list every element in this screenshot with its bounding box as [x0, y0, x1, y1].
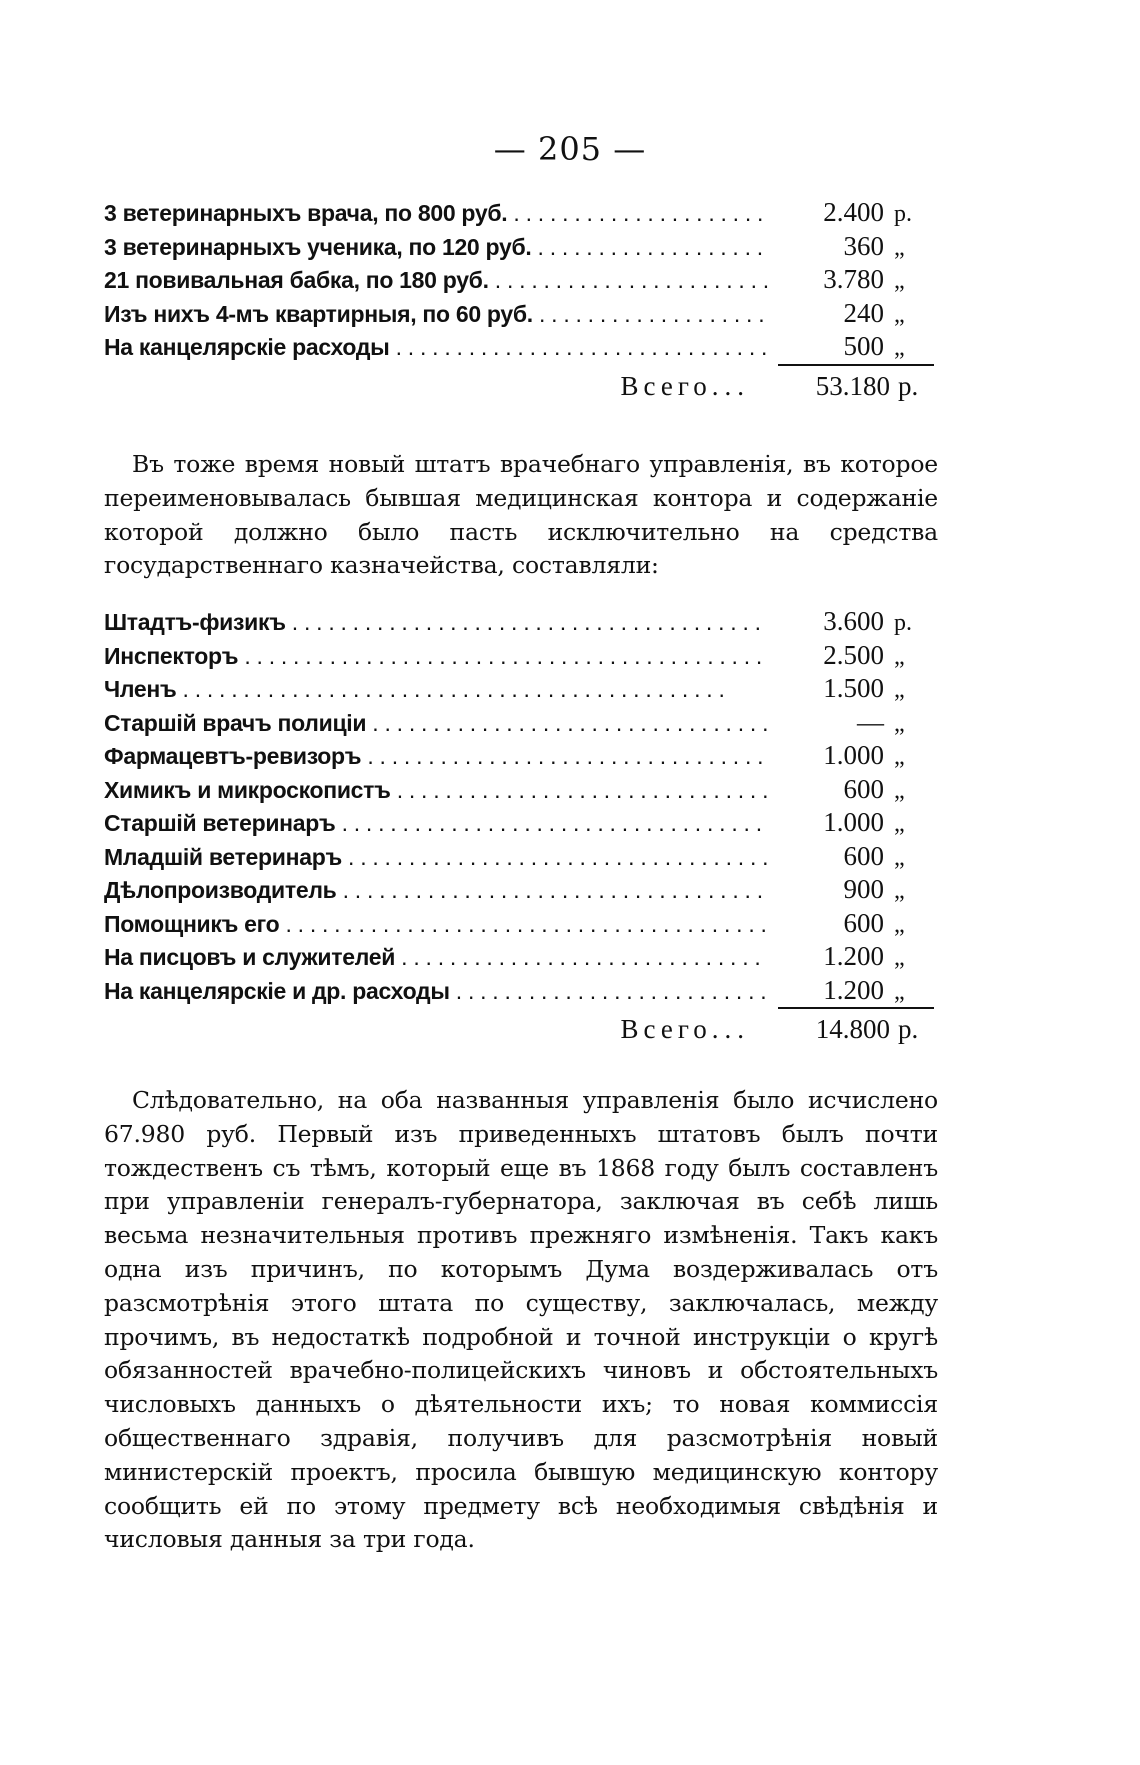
- row-label: Изъ нихъ 4-мъ квартирныя, по 60 руб. . . .: [104, 298, 768, 331]
- row-amount: 900: [843, 874, 884, 904]
- row-unit: „: [894, 643, 905, 670]
- row-amount: 600: [843, 840, 884, 871]
- row-label: 21 повивальная бабка, по 180 руб. . . .: [104, 264, 768, 297]
- table-row: [104, 672, 934, 706]
- total-label-group: [104, 366, 770, 406]
- row-unit: „: [894, 777, 905, 804]
- total-row: [104, 366, 934, 406]
- table-row: [104, 297, 934, 331]
- row-amount: 3.780: [823, 264, 884, 294]
- row-label: Членъ . . .: [104, 673, 768, 706]
- total-dots: ...: [711, 370, 750, 401]
- row-unit: „: [894, 744, 905, 770]
- table-row: [104, 974, 934, 1008]
- row-label: Младшій ветеринаръ . . .: [104, 841, 768, 874]
- paragraph-conclusion: Слѣдовательно, на оба названныя управленія было исчислено 67.980 руб. Первый изъ приведенныхъ штатовъ былъ почти тождественъ съ тѣмъ, который еще въ 1868 году былъ составленъ при управленіи генералъ-губернатора, заключая въ себѣ лишь весьма незначительныя противъ прежняго измѣненія. Такъ какъ одна изъ причинъ, по которымъ Дума воздерживалась отъ разсмотрѣнія этого штата по существу, заключалась, между прочимъ, въ недостаткѣ подробной и точной инструкціи о кругѣ обязанностей врачебно-полицейскихъ чиновъ и обстоятельныхъ числовыхъ данныхъ о дѣятельности ихъ; то новая коммиссія общественнаго здравія, получивъ для разсмотрѣнія новый министерскій проектъ, просила бывшую медицинскую контору сообщить ей по этому предмету всѣ необходимыя свѣдѣнія и числовыя данныя за три года.: [104, 1086, 938, 1554]
- table-row: [104, 230, 934, 264]
- table-row: [104, 706, 934, 740]
- total-label: Всего: [620, 1014, 712, 1044]
- row-amount: 2.500: [823, 639, 884, 670]
- row-amount: 360: [843, 230, 884, 261]
- table-row: [104, 840, 934, 874]
- table-row: [104, 330, 934, 364]
- row-amount: 2.400: [823, 197, 884, 227]
- table-row: [104, 605, 934, 639]
- row-unit: „: [894, 978, 905, 1005]
- row-unit: „: [894, 335, 905, 361]
- row-unit: „: [894, 677, 905, 703]
- row-label: Старшій ветеринаръ . . .: [104, 807, 768, 840]
- row-label: Штадтъ-физикъ . . .: [104, 606, 768, 639]
- table-row: [104, 263, 934, 297]
- row-amount: 240: [843, 297, 884, 328]
- row-label: Инспекторъ . . .: [104, 640, 768, 673]
- total-label-group: [104, 1009, 770, 1049]
- row-label: Дѣлопроизводитель . . .: [104, 874, 768, 907]
- row-label: Химикъ и микроскопистъ . . .: [104, 774, 768, 807]
- row-unit: „: [894, 844, 905, 871]
- table-row: [104, 907, 934, 941]
- row-unit: „: [894, 301, 905, 328]
- row-label: 3 ветеринарныхъ ученика, по 120 руб. . . .: [104, 231, 768, 264]
- page-number: — 205 —: [493, 130, 647, 168]
- row-amount: 500: [843, 331, 884, 361]
- row-unit: „: [894, 710, 905, 737]
- row-unit: „: [894, 234, 905, 261]
- table-row: [104, 773, 934, 807]
- total-label: Всего: [620, 370, 712, 401]
- row-unit: „: [894, 811, 905, 837]
- total-unit: р.: [898, 1014, 919, 1044]
- row-amount: 3.600: [823, 606, 884, 636]
- row-amount: —: [857, 706, 884, 737]
- row-amount: 1.200: [823, 974, 884, 1005]
- table-row: [104, 873, 934, 907]
- row-label: Помощникъ его . . .: [104, 908, 768, 941]
- row-amount: 1.200: [823, 941, 884, 971]
- row-unit: р.: [894, 610, 912, 636]
- row-label: На писцовъ и служителей . . .: [104, 941, 768, 974]
- table-row: [104, 196, 934, 230]
- row-amount: 1.000: [823, 740, 884, 770]
- row-amount: 1.000: [823, 807, 884, 837]
- row-label: 3 ветеринарныхъ врача, по 800 руб. . . .: [104, 197, 768, 230]
- table-row: [104, 940, 934, 974]
- row-amount: 600: [843, 773, 884, 804]
- table-row: [104, 739, 934, 773]
- paragraph-new-staff: Въ тоже время новый штатъ врачебнаго управленія, въ которое переименовывалась бывшая медицинская контора и содержаніе которой должно было пасть исключительно на средства государственнаго казначейства, составляли:: [104, 450, 938, 580]
- expense-table-medical-office: [104, 605, 934, 1049]
- total-row: [104, 1009, 934, 1049]
- row-unit: „: [894, 945, 905, 971]
- row-unit: „: [894, 911, 905, 938]
- row-label: Старшій врачъ полиціи . . .: [104, 707, 768, 740]
- total-unit: р.: [898, 370, 919, 401]
- row-unit: „: [894, 268, 905, 294]
- expense-table-veterinary: [104, 196, 934, 406]
- row-amount: 600: [843, 907, 884, 938]
- row-label: Фармацевтъ-ревизоръ . . .: [104, 740, 768, 773]
- row-amount: 1.500: [823, 673, 884, 703]
- row-label: На канцелярскіе и др. расходы . . .: [104, 975, 768, 1008]
- table-row: [104, 806, 934, 840]
- row-unit: р.: [894, 201, 912, 227]
- row-label: На канцелярскіе расходы . . .: [104, 331, 768, 364]
- row-unit: „: [894, 878, 905, 904]
- total-amount: 14.800: [815, 1014, 890, 1044]
- total-dots: ...: [711, 1014, 750, 1044]
- total-amount: 53.180: [815, 370, 890, 401]
- table-row: [104, 639, 934, 673]
